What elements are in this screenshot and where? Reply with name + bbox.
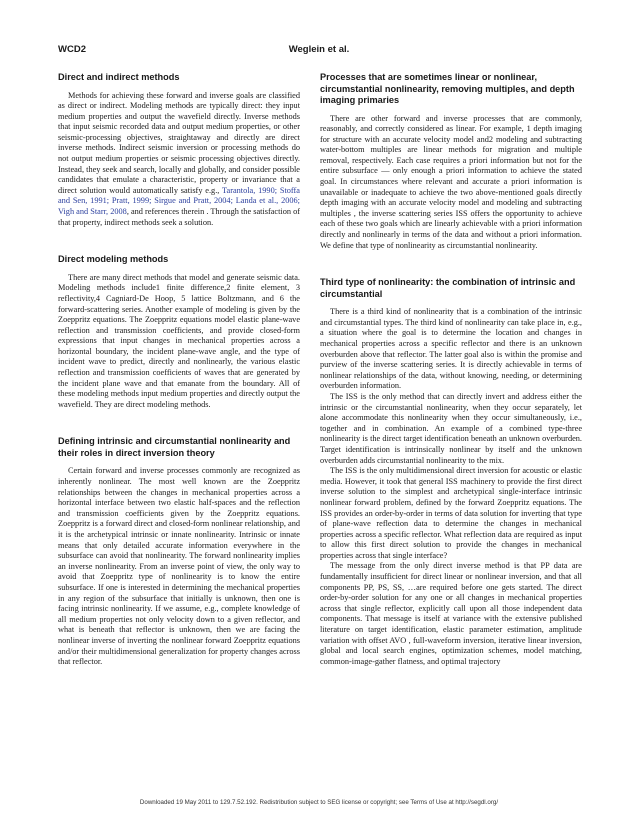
citation-links[interactable]: Tarantola, 1990; Stoffa and Sen, 1991; Pratt, 1999; Sirgue and Pratt, 2004; Landa et al., 2006; Vigh and Starr, 2008 [58,185,300,217]
paragraph: The ISS is the only multidimensional direct inversion for acoustic or elastic media. However, it took that general ISS machinery to provide the first direct inverse solution to the simplest and archetypical single-interface intrinsic nonlinear forward problem, defined by the forward Zoeppritz equations. The ISS provides an order-by-order in terms of data solution for inverting that type of plane-wave reflection data to determine the changes in mechanical properties across a specific reflector. What reflection data are required as input to allow this first direct solution to provide the changes in mechanical properties across that single interface? [320,466,582,560]
section-heading: Direct and indirect methods [58,72,180,82]
section-direct-modeling [58,254,300,410]
section-heading: Direct modeling methods [58,254,169,265]
paragraph: The message from the only direct inverse method is that PP data are fundamentally insufficient for direct linear or nonlinear inversion, and that all components PP, PS, SS, …are required before one gets started. The direct order-by-order solution for any one or all changes in mechanical properties across that single reflector, explicitly call upon all those independent data components. That message is itself at variance with the extensive published literature on target identification, elastic parameter estimation, amplitude variation with offset AVO , full-waveform inversion, iterative linear inversion, global and local search engines, optimization schemes, model matching, common-image-gather flatness, and optimal trajectory [320,561,582,666]
journal-label: WCD2 [58,44,86,55]
section-heading: Defining intrinsic and circumstantial nonlinearity and their roles in direct inversion theory [58,436,291,458]
section-heading: Processes that are sometimes linear or nonlinear, circumstantial nonlinearity, removing multiples, and depth imaging primaries [320,72,575,105]
paragraph-text: , and references therein . Through the satisfaction of that property, indirect methods seek a solution. [58,207,301,227]
section-direct-indirect [58,72,300,228]
page-header [58,44,580,58]
paragraph: There is a third kind of nonlinearity that is a combination of the intrinsic and circumstantial types. The third kind of nonlinearity can take place in, e.g., a situation where the goal is to determine the location and changes in mechanical properties across a specific reflector and there is an unknown overburden above that reflector. The latter goal also is within the promise and purview of the inverse scattering series. It is directly achievable in terms of nonlinear relationships of the data, without knowing, needing, or determining overburden information. [320,307,582,391]
section-defining-nonlinearity [58,436,300,667]
paragraph-text: Methods for achieving these forward and inverse goals are classified as direct or indirect. Modeling methods are typically direct: they input medium properties and output the wavefield directly. Inverse methods that input seismic recorded data and output medium properties, or other seismic-processing objectives, straightaway and directly are direct inverse methods. Indirect seismic inversion or processing methods do not output medium properties or seismic processing objectives directly. Instead, they seek and search, locally and globally, and consider possible candidates that emulate a characteristic, property or invariance that a direct solution would automatically satisfy e.g., [58,90,300,195]
paragraph: Certain forward and inverse processes commonly are recognized as inherently nonlinear. The most well known are the Zoeppritz relationships between the changes in mechanical properties across a horizontal interface between two elastic half-spaces and the reflection and transmission coefficients given by the Zoeppritz equations. Zoeppritz is a forward direct and closed-form nonlinear relationship, and it is the archetypical intrinsic or innate nonlinearity. Intrinsic or innate means that only detailed accurate information everywhere in the subsurface can avoid that nonlinearity. The forward nonlinearity implies an inverse nonlinearity. From an inverse point of view, the only way to avoid that Zoeppritz type of nonlinearity is to know the entire subsurface. If one is interested in determining the mechanical properties in any region of the subsurface that initially is unknown, then one is facing intrinsic nonlinearity. If we assume, e.g., complete knowledge of all medium properties not only velocity down to a given reflector, and what is beneath that reflector is unknown, then we are facing the nonlinear inverse of inverting the nonlinear forward Zoeppritz equations and/or their multidimensional generalization for property changes across that reflector. [58,466,300,667]
paragraph: There are many direct methods that model and generate seismic data. Modeling methods include1 finite difference,2 finite element, 3 reflectivity,4 Cagniard-De Hoop, 5 lattice Boltzmann, and 6 the forward-scattering series. Another example of modeling is given by the Zoeppritz equations. The Zoeppritz equations model elastic plane-wave reflection and transmission coefficients, and provide closed-form expressions that input changes in mechanical properties across a horizontal boundary, the incident plane-wave angle, and the type of incident wave to predict, directly and nonlinearly, the various elastic reflection and transmission coefficients of waves that are generated by the incident plane wave and that emanate from the boundary. All of these modeling methods input medium properties and directly output the wavefield. They are direct modeling methods. [58,272,300,409]
paragraph [58,91,300,229]
download-footer: Downloaded 19 May 2011 to 129.7.52.192. Redistribution subject to SEG license or copyright; see Terms of Use at http://segdl.org/ [139,799,499,806]
right-column [320,72,582,693]
section-third-nonlinearity [320,277,582,667]
section-heading: Third type of nonlinearity: the combination of intrinsic and circumstantial [320,277,576,299]
section-circumstantial-nonlinearity [320,72,582,251]
authors-label: Weglein et al. [288,44,350,55]
left-column [58,72,300,694]
paragraph: There are other forward and inverse processes that are commonly, reasonably, and correctly considered as linear. For example, 1 depth imaging for structure with an accurate velocity model and2 modeling and subtracting water-bottom multiples are linear methods for migration and multiple removal, respectively. Each case requires a priori information but not for the entire subsurface — only enough a priori information to achieve the stated goal. In circumstances where relevant and accurate a priori information is unavailable or inadequate to achieve the two above-mentioned goals directly depth imaging with an accurate velocity model and modeling and subtracting multiples , the inverse scattering series ISS offers the opportunity to achieve each of these two goals which are linearly achievable with a priori information directly and nonlinearly in terms of the data and without a priori information. We define that type of nonlinearity as circumstantial nonlinearity. [320,113,582,250]
paragraph: The ISS is the only method that can directly invert and address either the intrinsic or the circumstantial nonlinearity, when they occur separately, let alone accommodate this nonlinearity when they occur simultaneously, i.e., together and in combination. An example of a combined type-three nonlinearity is the direct target identification beneath an unknown overburden. Target identification is intrinsically nonlinear by itself and the unknown overburden adds circumstantial nonlinearity to the mix. [320,391,582,465]
